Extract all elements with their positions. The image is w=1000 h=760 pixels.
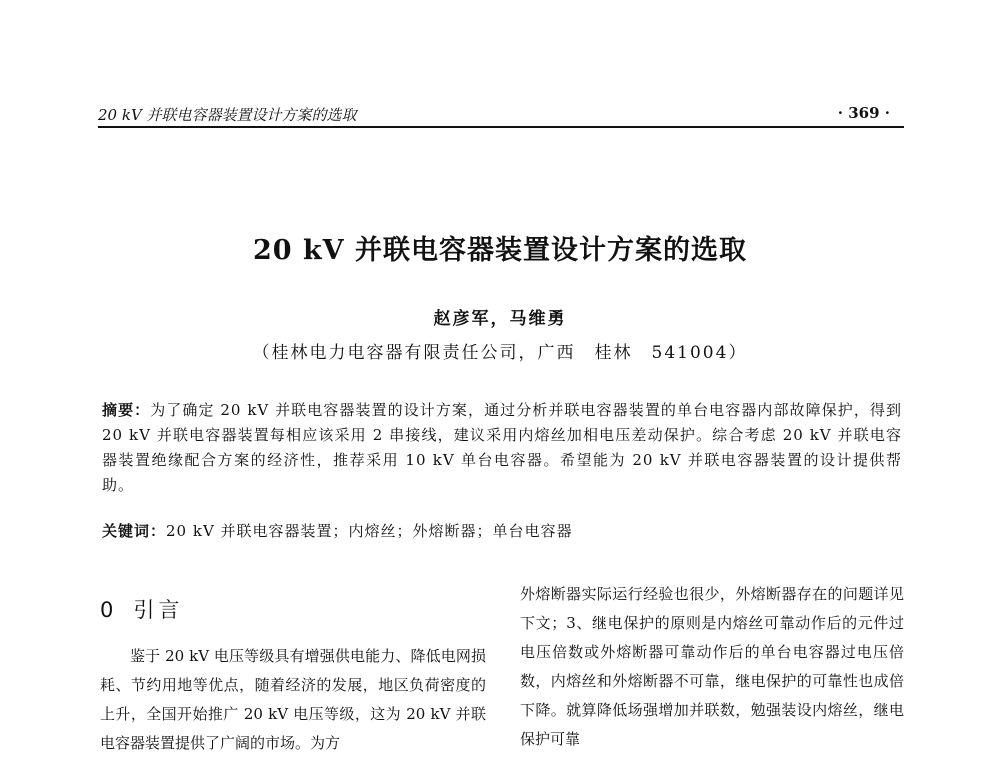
abstract (102, 398, 902, 498)
body-left-column (100, 642, 486, 758)
abstract-text: 为了确定 20 kV 并联电容器装置的设计方案，通过分析并联电容器装置的单台电容器内部故障保护，得到 20 kV 并联电容器装置每相应该采用 2 串接线，建议采用内熔丝加相电压差动保护。综合考虑 20 kV 并联电容器装置绝缘配合方案的经济性，推荐采用 10 kV 单台电容器。希望能为 20 kV 并联电容器装置的设计提供帮助。 (102, 401, 902, 494)
section-title: 引言 (133, 598, 184, 622)
abstract-label: 摘要： (102, 401, 151, 419)
paragraph: 外熔断器实际运行经验也很少，外熔断器存在的问题详见下文；3、继电保护的原则是内熔丝可靠动作后的元件过电压倍数或外熔断器可靠动作后的单台电容器过电压倍数，内熔丝和外熔断器不可靠，继电保护的可靠性也成倍下降。就算降低场强增加并联数，勉强装设内熔丝，继电保护可靠 (520, 585, 904, 748)
paragraph: 鉴于 20 kV 电压等级具有增强供电能力、降低电网损耗、节约用地等优点，随着经济的发展，地区负荷密度的上升，全国开始推广 20 kV 电压等级，这为 20 kV 并联电容器装置提供了广阔的市场。为方 (100, 647, 486, 752)
affiliation: （桂林电力电容器有限责任公司，广西 桂林 541004） (252, 343, 748, 363)
article-title: 20 kV 并联电容器装置设计方案的选取 (252, 235, 748, 266)
page-number: · 369 · (837, 104, 890, 122)
keywords-text: 20 kV 并联电容器装置；内熔丝；外熔断器；单台电容器 (166, 522, 573, 540)
section-number: 0 (100, 598, 118, 622)
authors: 赵彦军，马维勇 (433, 309, 567, 329)
keywords (102, 520, 902, 541)
section-heading (100, 594, 183, 624)
running-head-title: 20 kV 并联电容器装置设计方案的选取 (98, 106, 357, 124)
body-right-column (520, 580, 904, 754)
keywords-label: 关键词： (102, 522, 167, 540)
header-rule (98, 126, 904, 128)
running-head (98, 104, 904, 125)
